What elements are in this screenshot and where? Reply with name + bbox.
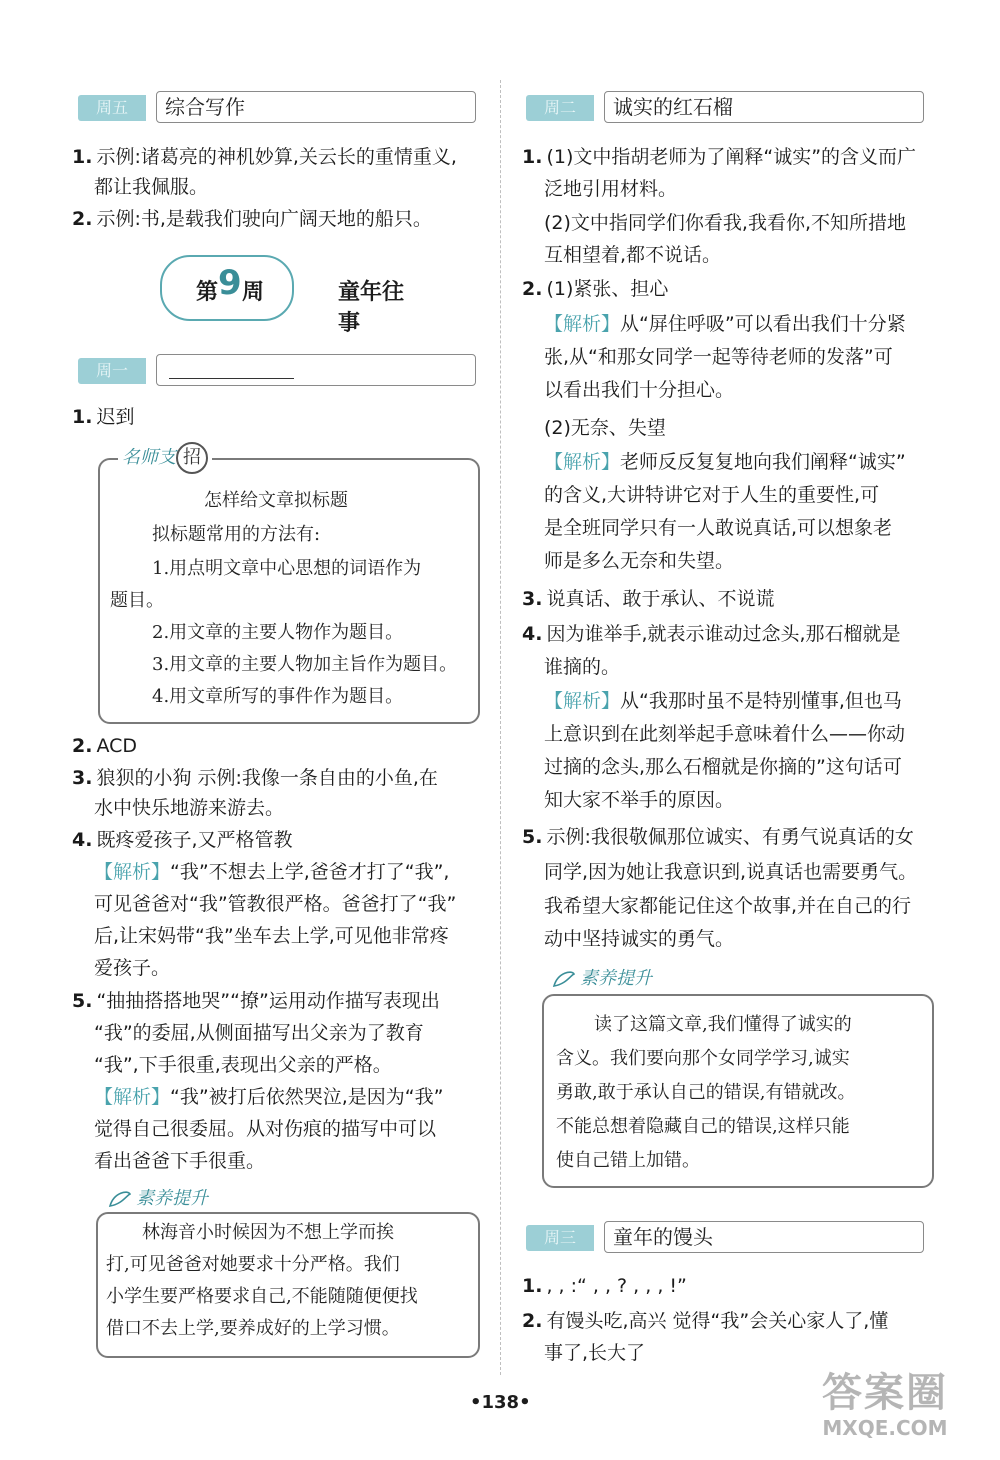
section-title: 童年的馒头 bbox=[604, 1221, 924, 1253]
answer-line: 是全班同学只有一人敢说真话,可以想象老 bbox=[544, 517, 893, 539]
section-header-wednesday bbox=[526, 1221, 924, 1253]
week-number: 9 bbox=[218, 263, 242, 303]
analysis-line: 【解析】从“我那时虽不是特别懂事,但也马 bbox=[544, 690, 902, 712]
section-day-tag: 周一 bbox=[78, 358, 146, 384]
section-title: 综合写作 bbox=[156, 91, 476, 123]
section-day-tag: 周五 bbox=[78, 95, 146, 121]
answer-line: 看出爸爸下手很重。 bbox=[94, 1150, 266, 1172]
title-blank-line bbox=[169, 364, 294, 379]
section-day-tag: 周二 bbox=[526, 95, 594, 121]
answer-line: 动中坚持诚实的勇气。 bbox=[544, 928, 735, 950]
answer-line: (2)无奈、失望 bbox=[544, 417, 666, 439]
leaf-icon bbox=[108, 1190, 132, 1208]
answer-line: 互相望着,都不说话。 bbox=[544, 244, 722, 266]
answer-line: 3. 狼狈的小狗 示例:我像一条自由的小鱼,在 bbox=[72, 767, 438, 789]
answer-line: 的含义,大讲特讲它对于人生的重要性,可 bbox=[544, 484, 880, 506]
answer-line: 水中快乐地游来游去。 bbox=[94, 797, 285, 819]
section-header-tuesday bbox=[526, 91, 924, 123]
answer-line: 5. “抽抽搭搭地哭”“撩”运用动作描写表现出 bbox=[72, 990, 440, 1012]
section-title: 诚实的红石榴 bbox=[604, 91, 924, 123]
answer-line: 过摘的念头,那么石榴就是你摘的”这句话可 bbox=[544, 756, 902, 778]
improve-box: 林海音小时候因为不想上学而挨 打,可见爸爸对她要求十分严格。我们 小学生要严格要求自己,不能随随便便找 借口不去上学,要养成好的上学习惯。 bbox=[96, 1212, 480, 1358]
answer-line: 4. 因为谁举手,就表示谁动过念头,那石榴就是 bbox=[522, 623, 901, 645]
answer-line: (2)文中指同学们你看我,我看你,不知所措地 bbox=[544, 212, 906, 234]
answer-line: 可见爸爸对“我”管教很严格。爸爸打了“我” bbox=[94, 893, 457, 915]
teacher-tip-box: 名师支 招 怎样给文章拟标题 拟标题常用的方法有: 1.用点明文章中心思想的词语作为 题目。 2.用文章的主要人物作为题目。 3.用文章的主要人物加主旨作为题目。 4.用文章所写的事件作为题目。 bbox=[98, 458, 480, 724]
watermark: 答案圈 MXQE.COM bbox=[822, 1370, 948, 1440]
answer-line: 2. 有馒头吃,高兴 觉得“我”会关心家人了,懂 bbox=[522, 1310, 889, 1332]
answer-line: 谁摘的。 bbox=[544, 656, 621, 678]
analysis-line: 【解析】从“屏住呼吸”可以看出我们十分紧 bbox=[544, 313, 906, 335]
answer-line: 张,从“和那女同学一起等待老师的发落”可 bbox=[544, 346, 893, 368]
answer-line: 1. (1)文中指胡老师为了阐释“诚实”的含义而广 bbox=[522, 146, 917, 168]
answer-line: 1. 迟到 bbox=[72, 406, 135, 428]
week-title: 童年往事 bbox=[338, 280, 405, 336]
answer-line: “我”,下手很重,表现出父亲的严格。 bbox=[94, 1054, 392, 1076]
answer-line: 3. 说真话、敢于承认、不说谎 bbox=[522, 588, 775, 610]
section-header-monday bbox=[78, 354, 476, 386]
section-header-friday bbox=[78, 91, 476, 123]
answer-line: 我希望大家都能记住这个故事,并在自己的行 bbox=[544, 895, 912, 917]
answer-line: 知大家不举手的原因。 bbox=[544, 789, 735, 811]
answer-line: 爱孩子。 bbox=[94, 957, 171, 979]
answer-line: 泛地引用材料。 bbox=[544, 178, 678, 200]
answer-line: 1. , , :“ , , ? , , , !” bbox=[522, 1275, 687, 1297]
answer-line: 后,让宋妈带“我”坐车去上学,可见他非常疼 bbox=[94, 925, 449, 947]
answer-line: 觉得自己很委屈。从对伤痕的描写中可以 bbox=[94, 1118, 437, 1140]
section-title bbox=[156, 354, 476, 386]
column-divider bbox=[500, 80, 501, 1375]
answer-line: 2. 示例:书,是载我们驶向广阔天地的船只。 bbox=[72, 208, 432, 230]
answer-line: 4. 既疼爱孩子,又严格管教 bbox=[72, 829, 293, 851]
analysis-line: 【解析】“我”不想去上学,爸爸才打了“我”, bbox=[94, 861, 450, 883]
tip-label: 名师支 招 bbox=[118, 442, 212, 474]
week-cloud-badge: 第 9 周 bbox=[160, 255, 294, 321]
answer-line: 上意识到在此刻举起手意味着什么——你动 bbox=[544, 723, 906, 745]
leaf-icon bbox=[552, 970, 576, 988]
improve-label: 素养提升 bbox=[548, 964, 656, 990]
answer-line: 事了,长大了 bbox=[544, 1342, 646, 1364]
answer-line: 同学,因为她让我意识到,说真话也需要勇气。 bbox=[544, 861, 918, 883]
answer-line: “我”的委屈,从侧面描写出父亲为了教育 bbox=[94, 1022, 424, 1044]
answer-line: 5. 示例:我很敬佩那位诚实、有勇气说真话的女 bbox=[522, 826, 914, 848]
answer-line: 都让我佩服。 bbox=[94, 176, 209, 198]
answer-line: 1. 示例:诸葛亮的神机妙算,关云长的重情重义, bbox=[72, 146, 457, 168]
answer-line: 以看出我们十分担心。 bbox=[544, 379, 735, 401]
improve-box: 读了这篇文章,我们懂得了诚实的 含义。我们要向那个女同学学习,诚实 勇敢,敢于承认自己的错误,有错就改。 不能总想着隐藏自己的错误,这样只能 使自己错上加错。 bbox=[542, 994, 934, 1188]
week-banner bbox=[160, 255, 410, 336]
analysis-line: 【解析】“我”被打后依然哭泣,是因为“我” bbox=[94, 1086, 444, 1108]
tip-title: 怎样给文章拟标题 bbox=[204, 490, 348, 511]
answer-line: 师是多么无奈和失望。 bbox=[544, 550, 735, 572]
tip-circle-badge: 招 bbox=[176, 442, 208, 474]
answer-line: 2. (1)紧张、担心 bbox=[522, 278, 669, 300]
section-day-tag: 周三 bbox=[526, 1225, 594, 1251]
answer-line: 2. ACD bbox=[72, 735, 138, 757]
analysis-line: 【解析】老师反反复复地向我们阐释“诚实” bbox=[544, 451, 906, 473]
improve-label: 素养提升 bbox=[104, 1184, 212, 1210]
page-number: •138• bbox=[470, 1392, 531, 1413]
